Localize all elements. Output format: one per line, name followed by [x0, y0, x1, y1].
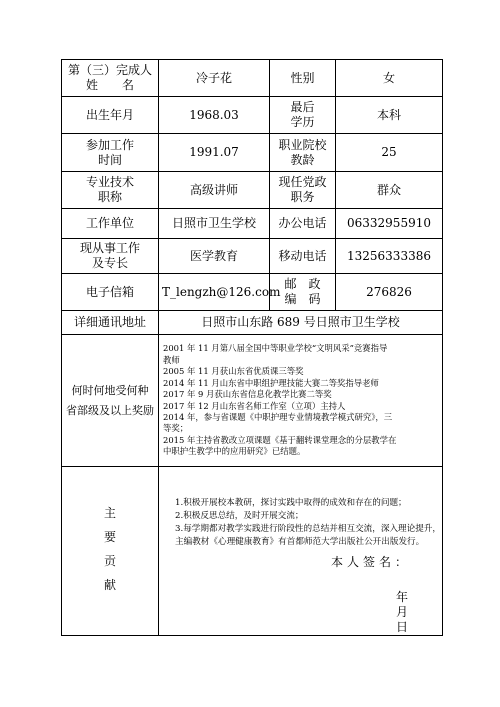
- award-item: 教师: [163, 354, 180, 365]
- work-start-label: [62, 134, 159, 172]
- award-item: 中职护生教学中的应用研究》已结题。: [163, 446, 306, 457]
- contrib-char: 献: [103, 578, 116, 592]
- work-start-value: 1991.07: [159, 134, 270, 172]
- email-value: T_lengzh@126.com: [159, 274, 270, 311]
- date-line: [396, 590, 442, 635]
- office-phone-value: 06332955910: [336, 209, 443, 239]
- award-item: 2017 年 9 月获山东省信息化教学比赛二等奖: [163, 389, 332, 400]
- award-item: 2014 年，参与省课题《中职护理专业情境教学模式研究》，三: [163, 411, 393, 422]
- mobile-label: 移动电话: [270, 239, 336, 274]
- specialty-label-line2: 及专长: [91, 256, 128, 270]
- award-item: 2015 年主持省教改立项课题《基于翻转课堂理念的分层教学在: [163, 434, 397, 445]
- award-item: 2001 年 11 月第八届全国中等职业学校“文明风采”竞赛指导: [163, 343, 388, 354]
- postcode-label-line2: 编 码: [284, 292, 321, 306]
- employer-label: 工作单位: [62, 209, 159, 239]
- contrib-char: 要: [103, 530, 116, 544]
- address-value: 日照市山东路 689 号日照市卫生学校: [159, 311, 443, 335]
- party-label-line1: 现任党政: [278, 175, 327, 189]
- specialty-label-line1: 现从事工作: [79, 241, 140, 255]
- birth-label: 出生年月: [62, 97, 159, 134]
- mobile-value: 13256333386: [336, 239, 443, 274]
- contribution-item: 2.积极反思总结，及时开展交流；: [175, 511, 304, 521]
- education-value: 本科: [336, 97, 443, 134]
- award-item: 2014 年 11 月山东省中职组护理技能大赛二等奖指导老师: [163, 377, 379, 388]
- title-label-line2: 职称: [97, 190, 122, 204]
- work-start-label-line1: 参加工作: [85, 137, 134, 152]
- email-label: 电子信箱: [62, 274, 159, 311]
- party-label: [270, 172, 336, 209]
- awards-list: [159, 335, 443, 467]
- title-label: [62, 172, 159, 209]
- postcode-label-line1: 邮 政: [284, 277, 321, 291]
- section-label: 第（三）完成人: [67, 63, 152, 77]
- teaching-years-value: 25: [336, 134, 443, 172]
- contribution-item: 3.每学期都对教学实践进行阶段性的总结并相互交流，深入理论提升，: [175, 524, 442, 534]
- award-item: 等奖；: [163, 423, 189, 434]
- teaching-years-label-line2: 教龄: [290, 152, 315, 167]
- education-label: [270, 97, 336, 134]
- employer-value: 日照市卫生学校: [159, 209, 270, 239]
- name-label-text: 姓 名: [85, 78, 134, 92]
- education-label-line2: 学历: [290, 115, 315, 129]
- date-year: 年: [396, 590, 409, 604]
- birth-value: 1968.03: [159, 97, 270, 134]
- address-label: 详细通讯地址: [62, 311, 159, 335]
- award-item: 2005 年 11 月获山东省优质课三等奖: [163, 366, 304, 377]
- contrib-char: 贡: [103, 554, 116, 568]
- award-item: 2017 年 12 月山东省名师工作室（立项）主持人: [163, 400, 346, 411]
- name-value: 冷子花: [159, 60, 270, 97]
- party-label-line2: 职务: [290, 190, 315, 204]
- title-label-line1: 专业技术: [85, 175, 134, 189]
- office-phone-label: 办公电话: [270, 209, 336, 239]
- date-day: 日: [396, 620, 409, 634]
- name-label: [62, 60, 159, 97]
- teaching-years-label: [270, 134, 336, 172]
- gender-label: 性别: [270, 60, 336, 97]
- contrib-char: 主: [103, 506, 116, 520]
- awards-label-line1: 何时何地受何种: [71, 383, 149, 397]
- signature-label: 本人签名：: [331, 555, 412, 569]
- applicant-info-table: [61, 59, 443, 636]
- contribution-item: 1.积极开展校本教研，探讨实践中取得的成效和存在的问题；: [175, 498, 407, 508]
- awards-label: [62, 335, 159, 467]
- contributions-body: [159, 467, 443, 636]
- work-start-label-line2: 时间: [97, 152, 122, 167]
- gender-value: 女: [336, 60, 443, 97]
- specialty-value: 医学教育: [159, 239, 270, 274]
- date-month: 月: [396, 605, 409, 619]
- party-value: 群众: [336, 172, 443, 209]
- teaching-years-label-line1: 职业院校: [278, 137, 327, 152]
- contribution-item: 主编教材《心理健康教育》有首都师范大学出版社公开出版发行。: [175, 537, 425, 547]
- contributions-list: [175, 497, 442, 549]
- education-label-line1: 最后: [290, 100, 315, 114]
- contributions-label: [62, 467, 159, 636]
- title-value: 高级讲师: [159, 172, 270, 209]
- postcode-value: 276826: [336, 274, 443, 311]
- awards-label-line2: 省部级及以上奖励: [66, 403, 154, 417]
- specialty-label: [62, 239, 159, 274]
